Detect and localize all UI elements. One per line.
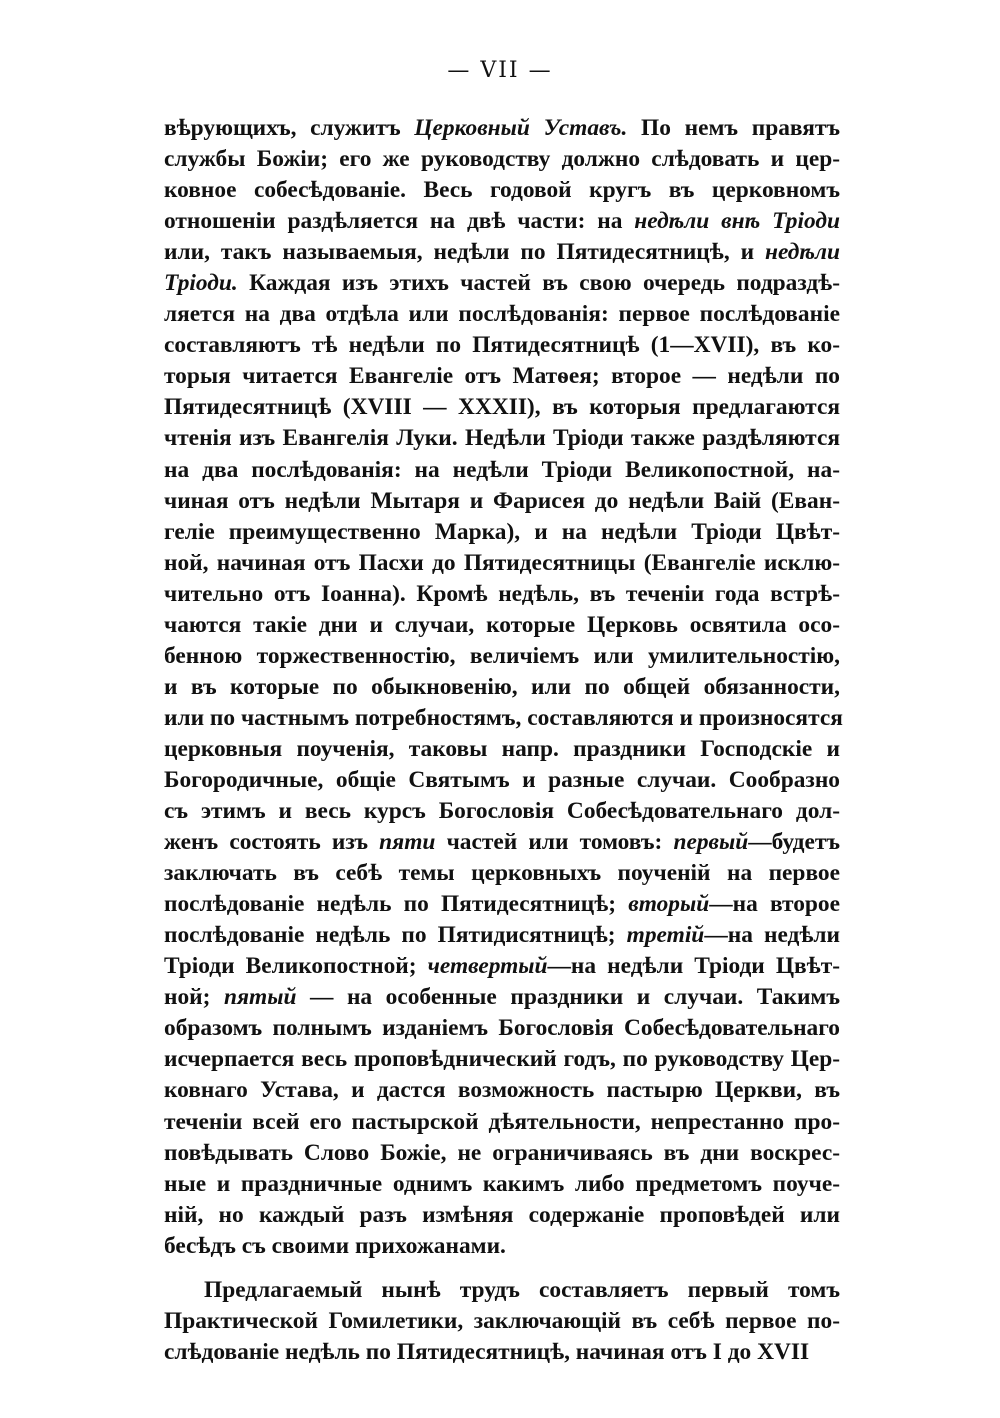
- text-line: женъ состоять изъ пяти частей или томовъ: первый—будетъ: [164, 829, 840, 856]
- text-line: ній, но каждый разъ измѣняя содержаніе проповѣдей или: [164, 1201, 840, 1228]
- text-line: Предлагаемый нынѣ трудъ составляетъ первый томъ: [204, 1276, 840, 1303]
- text-line: теченіи всей его пастырской дѣятельности, непрестанно про-: [164, 1108, 840, 1135]
- text-line: Богородичные, общіе Святымъ и разные случаи. Сообразно: [164, 766, 840, 793]
- text-line: ной, начиная отъ Пасхи до Пятидесятницы (Евангеліе исклю-: [164, 549, 840, 576]
- text-line: торыя читается Евангеліе отъ Матѳея; второе — недѣли по: [164, 363, 840, 390]
- text-line: службы Божіи; его же руководству должно слѣдовать и цер-: [164, 146, 840, 173]
- text-line: чиная отъ недѣли Мытаря и Фарисея до недѣли Ваій (Еван-: [164, 487, 840, 514]
- text-line: послѣдованіе недѣль по Пятидесятницѣ; вторый—на второе: [164, 891, 840, 918]
- text-line: слѣдованіе недѣль по Пятидесятницѣ, начиная отъ I до XVII: [164, 1338, 810, 1365]
- text-line: заключать въ себѣ темы церковныхъ поученій на первое: [164, 860, 840, 887]
- text-line: исчерпается весь проповѣднический годъ, по руководству Цер-: [164, 1046, 840, 1073]
- text-line: послѣдованіе недѣль по Пятидисятницѣ; третій—на недѣли: [164, 922, 840, 949]
- text-line: ные и праздничные однимъ какимъ либо предметомъ поуче-: [164, 1170, 840, 1197]
- text-line: или, такъ называемыя, недѣли по Пятидесятницѣ, и недѣли: [164, 239, 840, 266]
- text-line: бесѣдъ съ своими прихожанами.: [164, 1232, 506, 1259]
- paragraph-2: [164, 1275, 840, 1368]
- text-line: чтенія изъ Евангелія Луки. Недѣли Тріоди также раздѣляются: [164, 425, 840, 452]
- text-line: и въ которые по обыкновенію, или по общей обязанности,: [164, 673, 840, 700]
- paragraph-1: [164, 113, 843, 1262]
- text-line: Пятидесятницѣ (XVIII — XXXII), въ которыя предлагаются: [164, 394, 840, 421]
- text-line: повѣдывать Слово Божіе, не ограничиваясь въ дни воскрес-: [164, 1139, 840, 1166]
- text-line: составляютъ тѣ недѣли по Пятидесятницѣ (1—XVII), въ ко-: [164, 332, 840, 359]
- text-line: вѣрующихъ, служитъ Церковный Уставъ. По немъ правятъ: [164, 115, 840, 141]
- text-line: ковное собесѣдованіе. Весь годовой кругъ въ церковномъ: [164, 177, 840, 204]
- text-line: ной; пятый — на особенные праздники и случаи. Такимъ: [164, 984, 840, 1011]
- text-line: съ этимъ и весь курсъ Богословія Собесѣдовательнаго дол-: [164, 798, 840, 825]
- text-line: Практической Гомилетики, заключающій въ себѣ первое по-: [164, 1307, 840, 1334]
- text-line: ковнаго Устава, и дастся возможность пастырю Церкви, въ: [164, 1077, 840, 1104]
- text-line: геліе преимущественно Марка), и на недѣли Тріоди Цвѣт-: [164, 518, 840, 545]
- text-line: образомъ полнымъ изданіемъ Богословія Собесѣдовательнаго: [164, 1015, 840, 1042]
- body-text: [164, 113, 843, 1368]
- text-line: на два послѣдованія: на недѣли Тріоди Великопостной, на-: [164, 456, 840, 483]
- text-line: Тріоди. Каждая изъ этихъ частей въ свою очередь подраздѣ-: [164, 270, 840, 297]
- text-line: чительно отъ Іоанна). Кромѣ недѣль, въ теченіи года встрѣ-: [164, 580, 840, 607]
- text-line: или по частнымъ потребностямъ, составляются и произносятся: [164, 704, 843, 731]
- text-line: чаются такіе дни и случаи, которые Церковь освятила осо-: [164, 611, 840, 638]
- page-number: — VII —: [447, 58, 553, 83]
- text-line: церковныя поученія, таковы напр. праздники Господскіе и: [164, 735, 840, 762]
- text-line: отношеніи раздѣляется на двѣ части: на недѣли внѣ Тріоди: [164, 208, 840, 235]
- text-line: бенною торжественностію, величіемъ или умилительностію,: [164, 642, 840, 669]
- text-line: Тріоди Великопостной; четвертый—на недѣли Тріоди Цвѣт-: [164, 953, 840, 980]
- paragraph-gap: [164, 1262, 840, 1275]
- text-line: ляется на два отдѣла или послѣдованія: первое послѣдованіе: [164, 301, 840, 328]
